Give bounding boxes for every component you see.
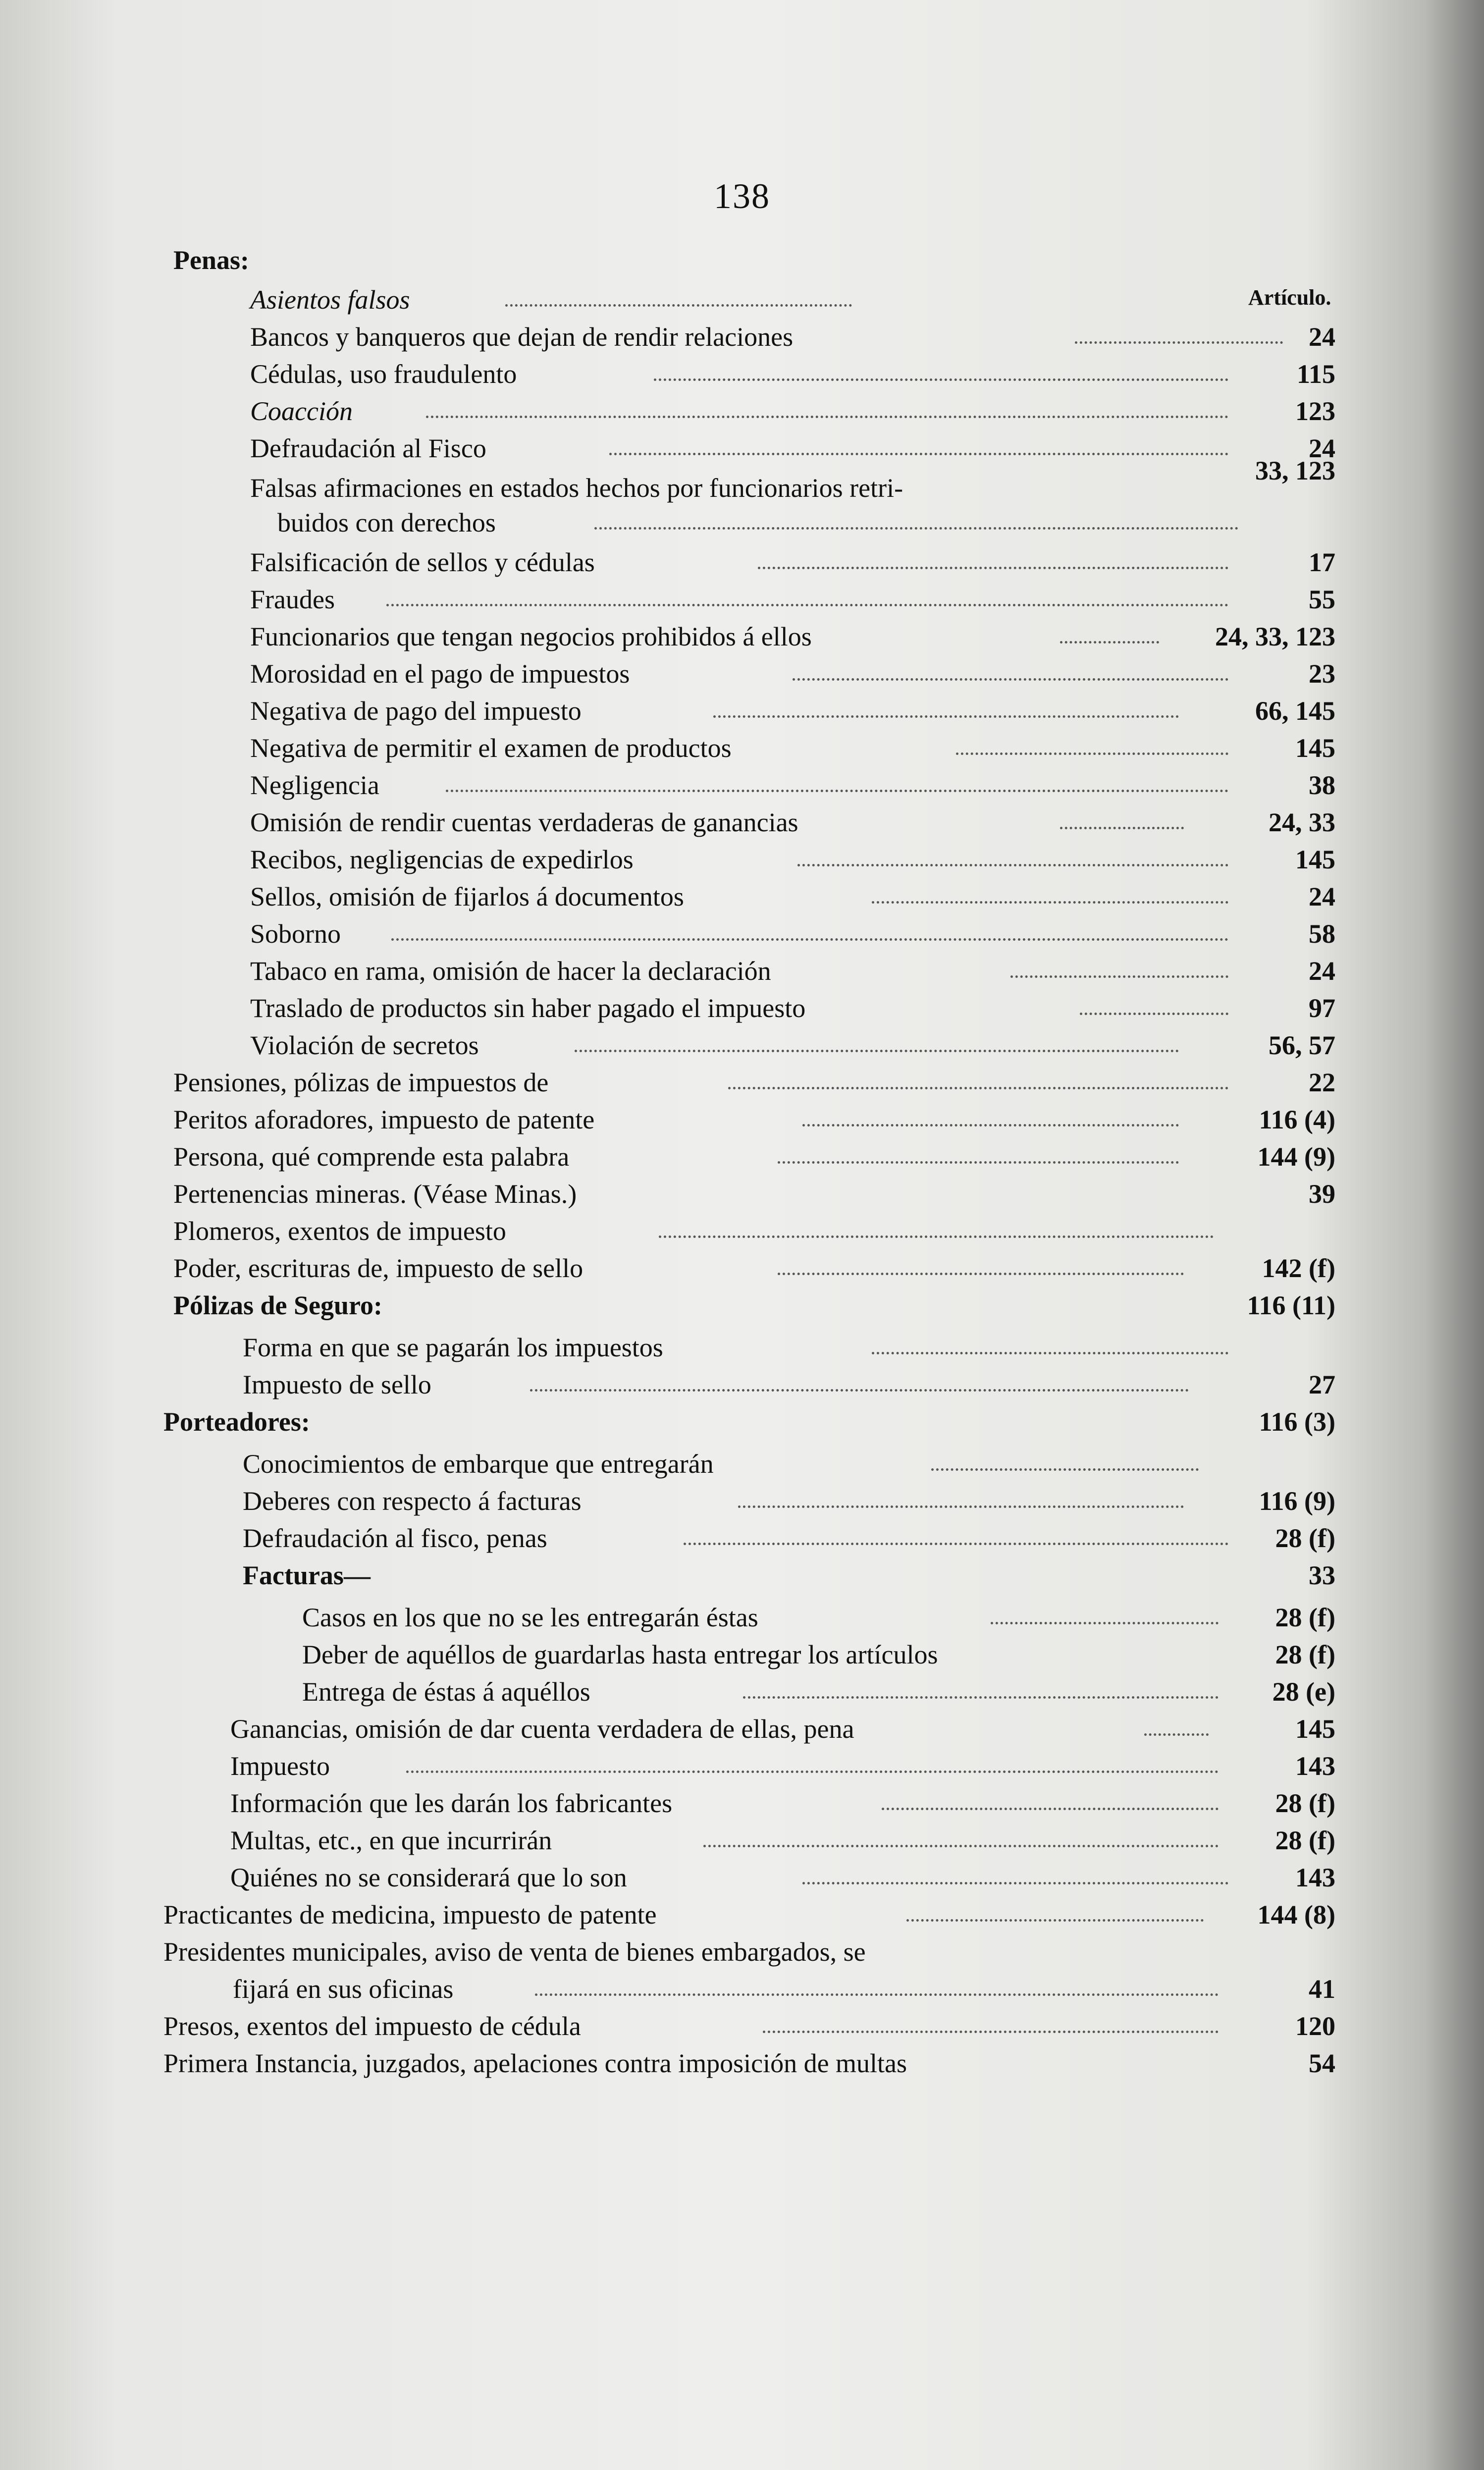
article-ref: 115 [1296,359,1335,389]
dot-leader [906,1919,1204,1922]
entry-text: Deber de aquéllos de guardarlas hasta entregar los artículos [302,1640,938,1669]
dot-leader [763,2031,1219,2033]
index-entry [0,582,1484,617]
dot-leader [446,790,1228,792]
index-entry [0,1934,1484,1969]
entry-text: Recibos, negligencias de expedirlos [250,845,634,874]
index-entry [0,394,1484,429]
index-entry [0,456,1484,505]
index-entry [0,1330,1484,1365]
article-ref: 66, 145 [1255,696,1335,726]
dot-leader [505,304,852,307]
index-entry [0,282,1484,317]
dot-leader [594,527,1238,530]
article-ref: 28 (f) [1275,1826,1335,1855]
index-entry [0,2046,1484,2081]
index-entry [0,1712,1484,1746]
article-ref: 28 (e) [1272,1677,1335,1707]
article-ref: 145 [1295,733,1335,763]
dot-leader [956,752,1228,755]
index-entry [0,768,1484,803]
entry-text: Forma en que se pagarán los impuestos [243,1333,663,1362]
article-ref: 38 [1309,770,1335,800]
article-ref: 23 [1309,659,1335,689]
article-ref: 58 [1309,919,1335,949]
entry-text: Negativa de permitir el examen de productos [250,733,732,763]
entry-text: Negligencia [250,770,379,800]
index-entry [0,1897,1484,1932]
dot-leader [931,1468,1199,1471]
dot-leader [758,567,1228,569]
dot-leader [406,1771,1219,1773]
entry-text: fijará en sus oficinas [233,1974,454,2004]
index-entry [0,694,1484,728]
entry-text: Asientos falsos [250,285,410,315]
entry-text: Primera Instancia, juzgados, apelaciones contra imposición de multas [163,2048,907,2078]
article-ref: 145 [1295,1714,1335,1744]
article-ref: 24 [1309,956,1335,986]
index-entry [0,916,1484,951]
entry-text: Multas, etc., en que incurrirán [230,1826,552,1855]
article-ref: 116 (11) [1247,1290,1335,1320]
dot-leader [535,1993,1219,1996]
entry-text: Información que les darán los fabricantes [230,1788,673,1818]
article-ref: 24, 33 [1269,807,1335,837]
article-ref: 27 [1309,1370,1335,1399]
entry-text: Falsificación de sellos y cédulas [250,547,595,577]
entry-text: Peritos aforadores, impuesto de patente [173,1105,595,1134]
article-ref: 28 (f) [1275,1603,1335,1632]
dot-leader [793,678,1228,681]
entry-text: Presos, exentos del impuesto de cédula [163,2011,581,2041]
entry-text: Bancos y banqueros que dejan de rendir relaciones [250,322,794,352]
article-ref: 24 [1309,433,1335,463]
entry-text: Violación de secretos [250,1030,479,1060]
entry-text: Porteadores: [163,1407,310,1437]
dot-leader [703,1845,1219,1847]
index-entry [0,1404,1484,1439]
entry-text: Impuesto de sello [243,1370,431,1399]
article-ref: 28 (f) [1275,1788,1335,1818]
entry-text: Quiénes no se considerará que lo son [230,1863,627,1892]
entry-text: Entrega de éstas á aquéllos [302,1677,590,1707]
entry-text: Defraudación al Fisco [250,433,486,463]
article-ref: 24 [1309,882,1335,912]
dot-leader [426,416,1228,418]
article-ref: 143 [1295,1751,1335,1781]
article-ref: 28 (f) [1275,1640,1335,1669]
article-ref: 97 [1309,993,1335,1023]
dot-leader [1080,1013,1228,1015]
entry-text: Omisión de rendir cuentas verdaderas de ganancias [250,807,798,837]
entry-text: Pensiones, pólizas de impuestos de [173,1068,549,1097]
entry-text: Facturas— [243,1560,371,1590]
entry-text: Casos en los que no se les entregarán éstas [302,1603,758,1632]
index-entry [0,1637,1484,1672]
dot-leader [882,1808,1219,1810]
dot-leader [1060,641,1159,644]
dot-leader [797,864,1228,866]
dot-leader [728,1087,1228,1089]
article-ref: 116 (4) [1259,1105,1335,1134]
dot-leader [713,715,1179,718]
dot-leader [743,1696,1219,1699]
index-entry [0,1367,1484,1402]
index-entry [0,1447,1484,1481]
entry-text: Ganancias, omisión de dar cuenta verdadera de ellas, pena [230,1714,854,1744]
dot-leader [802,1124,1179,1127]
entry-text: Sellos, omisión de fijarlos á documentos [250,882,684,912]
article-ref: 142 (f) [1262,1253,1335,1283]
entry-text: Pólizas de Seguro: [173,1290,382,1320]
article-ref: 145 [1295,845,1335,874]
dot-leader [872,901,1228,904]
index-entry [0,1288,1484,1323]
article-ref: 33, 123 [1255,456,1335,485]
article-ref: 144 (9) [1257,1142,1335,1172]
dot-leader [778,1273,1184,1275]
article-ref: 143 [1295,1863,1335,1892]
index-entry [0,1177,1484,1211]
index-entry [0,545,1484,580]
entry-text: Defraudación al fisco, penas [243,1523,547,1553]
entry-text: Impuesto [230,1751,330,1781]
article-ref: 39 [1309,1179,1335,1209]
dot-leader [575,1050,1179,1052]
entry-text: Persona, qué comprende esta palabra [173,1142,570,1172]
article-ref: 24 [1309,322,1335,352]
index-entry [0,1823,1484,1858]
dot-leader [530,1389,1189,1392]
article-ref: 116 (3) [1259,1407,1335,1437]
entry-text: Coacción [250,396,353,426]
index-entry [0,1521,1484,1556]
entry-text: Soborno [250,919,341,949]
entry-text: Practicantes de medicina, impuesto de patente [163,1900,657,1930]
dot-leader [684,1543,1228,1545]
index-entry [0,1860,1484,1895]
article-ref: 22 [1309,1068,1335,1097]
article-ref: 17 [1309,547,1335,577]
dot-leader [659,1235,1214,1238]
dot-leader [1144,1733,1209,1736]
article-ref: 116 (9) [1259,1486,1335,1516]
column-header-articulo: Artículo. [1248,285,1331,310]
dot-leader [778,1161,1179,1164]
index-entry [0,1484,1484,1518]
entry-text: Conocimientos de embarque que entregarán [243,1449,714,1479]
article-ref: 28 (f) [1275,1523,1335,1553]
index-entry [0,842,1484,877]
entry-text: Negativa de pago del impuesto [250,696,582,726]
index-entry [0,1972,1484,2006]
index-entry [0,1214,1484,1248]
dot-leader [609,453,1228,455]
index-entry [0,1674,1484,1709]
index-entry [0,320,1484,354]
dot-leader [654,378,1228,381]
dot-leader [1075,341,1283,344]
index-entry [0,1786,1484,1821]
entry-text: Tabaco en rama, omisión de hacer la declaración [250,956,771,986]
index-entry [0,731,1484,765]
article-ref: 55 [1309,585,1335,614]
entry-text: Traslado de productos sin haber pagado el impuesto [250,993,806,1023]
article-ref: 123 [1295,396,1335,426]
entry-text: Penas: [173,245,249,275]
entry-text: Poder, escrituras de, impuesto de sello [173,1253,583,1283]
index-entry [0,1600,1484,1635]
dot-leader [738,1505,1184,1508]
entry-text: Morosidad en el pago de impuestos [250,659,630,689]
entry-text: Pertenencias mineras. (Véase Minas.) [173,1179,577,1209]
index-entry [0,1065,1484,1100]
entry-text: Fraudes [250,585,335,614]
index-entry [0,656,1484,691]
entry-text: buidos con derechos [277,508,496,537]
page-number: 138 [714,176,770,216]
index-entry [0,954,1484,988]
entry-text: Plomeros, exentos de impuesto [173,1216,506,1246]
index-entry [0,1139,1484,1174]
index-entry [0,619,1484,654]
index-entry [0,805,1484,840]
article-ref: 41 [1309,1974,1335,2004]
index-entry [0,1749,1484,1783]
dot-leader [991,1622,1219,1624]
index-entry [0,505,1484,540]
index-entry [0,1102,1484,1137]
index-entry [0,243,1484,277]
index-entry [0,991,1484,1025]
entry-text: Presidentes municipales, aviso de venta de bienes embargados, se [163,1937,866,1967]
entry-text: Cédulas, uso fraudulento [250,359,517,389]
index-entry [0,879,1484,914]
article-ref: 54 [1309,2048,1335,2078]
article-ref: 144 (8) [1257,1900,1335,1930]
article-ref: 120 [1295,2011,1335,2041]
dot-leader [1060,827,1184,829]
dot-leader [872,1352,1228,1354]
index-entry [0,1028,1484,1063]
entry-text: Deberes con respecto á facturas [243,1486,582,1516]
dot-leader [386,604,1228,606]
index-entry [0,1558,1484,1593]
dot-leader [802,1882,1228,1884]
dot-leader [391,938,1228,941]
index-entry [0,1251,1484,1286]
entry-text: Falsas afirmaciones en estados hechos por funcionarios retri- [250,473,903,503]
index-entry [0,357,1484,391]
article-ref: 24, 33, 123 [1215,622,1335,651]
entry-text: Funcionarios que tengan negocios prohibidos á ellos [250,622,812,651]
article-ref: 56, 57 [1269,1030,1335,1060]
article-ref: 33 [1309,1560,1335,1590]
dot-leader [1010,975,1228,978]
index-entry [0,2009,1484,2043]
